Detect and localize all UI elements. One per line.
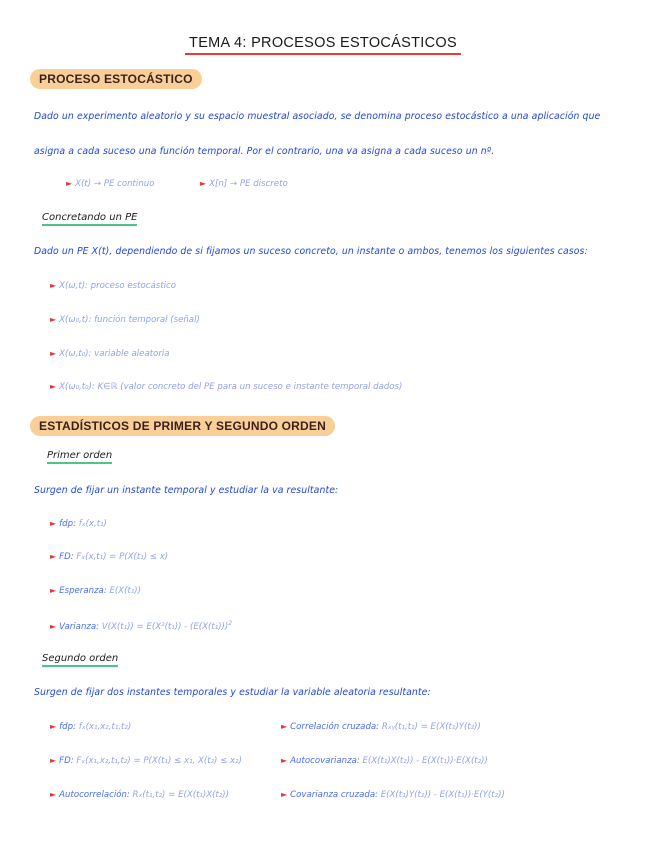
subheading-segundo-orden: Segundo orden [42,653,118,667]
list-item: ► X(ω,t₀): variable aleatoria [50,349,170,359]
bullet-arrow-icon: ► [50,722,57,731]
bullet-arrow-icon: ► [281,722,288,731]
intro-line-2: asigna a cada suceso una función temporal. Por el contrario, una va asigna a cada suceso un nº. [34,146,495,157]
list-item: ► X(ω,t): proceso estocástico [50,281,176,291]
subheading-concretando: Concretando un PE [42,212,137,226]
bullet-pe-continuo: ► X(t) → PE continuo [66,179,155,189]
section-heading-proceso: PROCESO ESTOCÁSTICO [30,69,202,89]
bullet-arrow-icon: ► [50,586,57,595]
list-item: ► Varianza: $V(X(t_1)) = E(X^2(t_1)) - (E(X(t_1)))^2$ [50,620,233,632]
bullet-arrow-icon: ► [50,281,57,290]
list-item: ► FD: Fₓ(x,t₁) = P(X(t₁) ≤ x) [50,552,169,562]
list-item: ► X(ω₀,t): función temporal (señal) [50,315,200,325]
bullet-arrow-icon: ► [50,382,57,391]
list-item: ► X(ω₀,t₀): K∈ℝ (valor concreto del PE para un suceso e instante temporal dados) [50,382,403,392]
bullet-arrow-icon: ► [50,349,57,358]
bullet-arrow-icon: ► [50,519,57,528]
segundo-paragraph: Surgen de fijar dos instantes temporales y estudiar la variable aleatoria resultante: [34,687,431,698]
bullet-arrow-icon: ► [66,179,73,188]
section-heading-estadisticos: ESTADÍSTICOS DE PRIMER Y SEGUNDO ORDEN [30,416,335,436]
bullet-arrow-icon: ► [50,315,57,324]
bullet-arrow-icon: ► [281,790,288,799]
bullet-arrow-icon: ► [200,179,207,188]
bullet-arrow-icon: ► [50,621,57,631]
list-item: ► Correlación cruzada: Rₓᵧ(t₁,t₂) = E(X(t₁)Y(t₂)) [281,722,481,732]
list-item: ► Esperanza: E(X(t₁)) [50,586,142,596]
list-item: ► fdp: fₓ(x,t₁) [50,519,107,529]
bullet-arrow-icon: ► [50,790,57,799]
bullet-pe-discreto: ► X[n] → PE discreto [200,179,288,189]
list-item: ► fdp: fₓ(x₁,x₂,t₁,t₂) [50,722,132,732]
bullet-arrow-icon: ► [50,756,57,765]
primer-paragraph: Surgen de fijar un instante temporal y estudiar la va resultante: [34,485,339,496]
subheading-primer-orden: Primer orden [47,450,112,464]
bullet-arrow-icon: ► [281,756,288,765]
page-title: TEMA 4: PROCESOS ESTOCÁSTICOS [0,35,646,51]
bullet-arrow-icon: ► [50,552,57,561]
list-item: ► Autocovarianza: E(X(t₁)X(t₂)) - E(X(t₁))·E(X(t₂)) [281,756,488,766]
concretando-paragraph: Dado un PE X(t), dependiendo de si fijamos un suceso concreto, un instante o ambos, tenemos los siguientes casos: [34,246,588,257]
list-item: ► Covarianza cruzada: E(X(t₁)Y(t₂)) - E(X(t₁))·E(Y(t₂)) [281,790,505,800]
list-item: ► FD: Fₓ(x₁,x₂,t₁,t₂) = P(X(t₁) ≤ x₁, X(t₂) ≤ x₂) [50,756,242,766]
list-item: ► Autocorrelación: Rₓ(t₁,t₂) = E(X(t₁)X(t₂)) [50,790,230,800]
intro-line-1: Dado un experimento aleatorio y su espacio muestral asociado, se denomina proceso estocástico a una aplicación que [34,111,601,122]
